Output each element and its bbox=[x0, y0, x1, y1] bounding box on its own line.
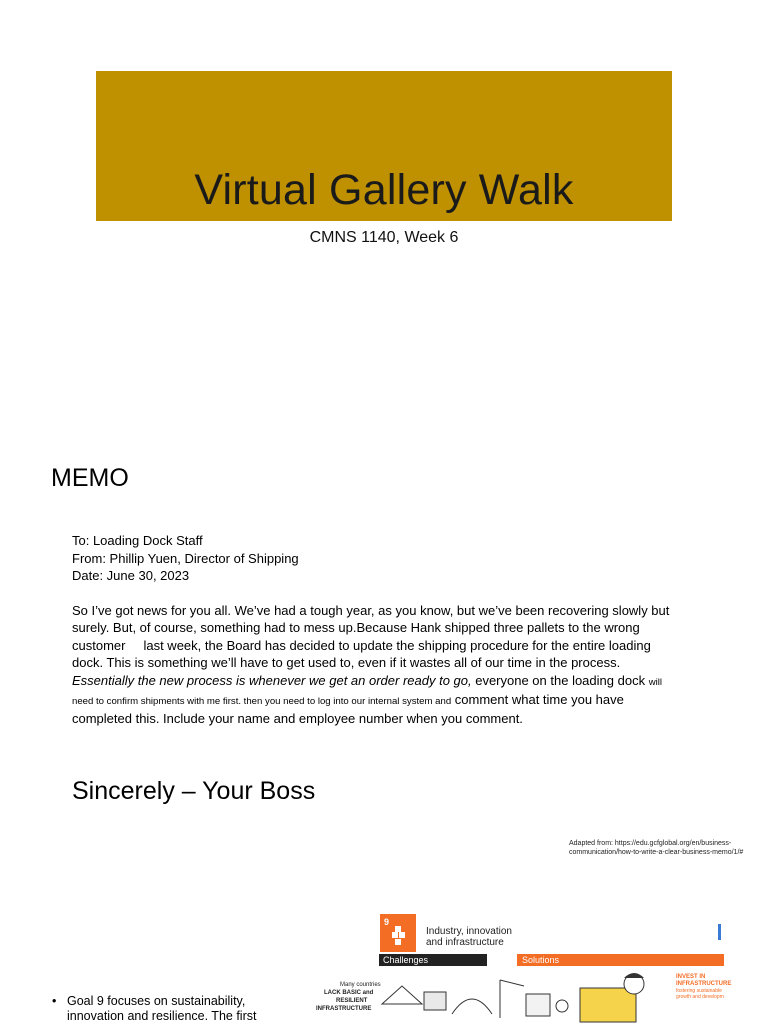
solution-line1: INVEST IN bbox=[676, 974, 706, 980]
solution-line4: growth and developm bbox=[676, 994, 724, 1000]
title-slide bbox=[0, 0, 768, 432]
infographic-background bbox=[312, 914, 724, 1024]
solution-line3: fostering sustainable bbox=[676, 988, 722, 994]
memo-heading: MEMO bbox=[51, 464, 129, 492]
sdg9-number: 9 bbox=[384, 917, 390, 927]
source-credit: Adapted from: https://edu.gcfglobal.org/en/business-communication/how-to-write-a-clear-business-memo/1/# bbox=[569, 840, 744, 856]
memo-slide bbox=[0, 432, 768, 864]
memo-to: To: Loading Dock Staff bbox=[72, 533, 203, 548]
slide-subtitle: CMNS 1140, Week 6 bbox=[309, 229, 459, 246]
bullet-item: • Goal 9 focuses on sustainability, innovation and resilience. The first bbox=[52, 994, 292, 1024]
bullet-list bbox=[52, 994, 292, 1024]
challenge-line1: Many countries bbox=[340, 982, 381, 988]
challenge-line2: LACK BASIC and bbox=[324, 990, 374, 996]
challenge-line3: RESILIENT bbox=[336, 998, 368, 1004]
memo-date: Date: June 30, 2023 bbox=[72, 568, 190, 583]
memo-body-small: will need to confirm shipments with me first. then you need to log into our internal system and bbox=[72, 676, 663, 708]
memo-body-part3: everyone on the loading dock bbox=[471, 672, 649, 688]
memo-body-italic: Essentially the new process is whenever we get an order ready to go, bbox=[72, 672, 472, 688]
title-band bbox=[96, 71, 672, 221]
goal-title-line1: Industry, innovation bbox=[426, 926, 512, 937]
goal9-slide bbox=[0, 864, 768, 1024]
memo-body-part1: So I’ve got news for you all. We’ve had a tough year, as you know, but we’ve been recovering slowly but surely. But, of course, something had to mess up.Because Hank shipped three pallets to the wrong customer bbox=[72, 603, 670, 653]
memo-body bbox=[72, 602, 684, 728]
challenges-label: Challenges bbox=[383, 955, 429, 965]
slide-title: Virtual Gallery Walk bbox=[194, 166, 574, 214]
memo-from: From: Phillip Yuen, Director of Shipping bbox=[72, 550, 299, 566]
memo-body-part4: comment what time you have completed this. Include your name and employee number when you comment. bbox=[72, 692, 624, 727]
goal-title-line2: and infrastructure bbox=[426, 937, 504, 948]
solutions-label: Solutions bbox=[522, 955, 560, 965]
sdg9-infographic bbox=[312, 914, 732, 1024]
un-logo-fragment bbox=[718, 924, 721, 940]
solution-line2: INFRASTRUCTURE bbox=[676, 981, 732, 987]
memo-body-part2: last week, the Board has decided to update the shipping procedure for the entire loading dock. This is something we’ll have to get used to, even if it wastes all of our time in the process. bbox=[72, 637, 651, 671]
challenge-line4: INFRASTRUCTURE bbox=[316, 1006, 372, 1012]
memo-signoff: Sincerely – Your Boss bbox=[72, 777, 316, 805]
memo-header-block bbox=[72, 532, 299, 585]
